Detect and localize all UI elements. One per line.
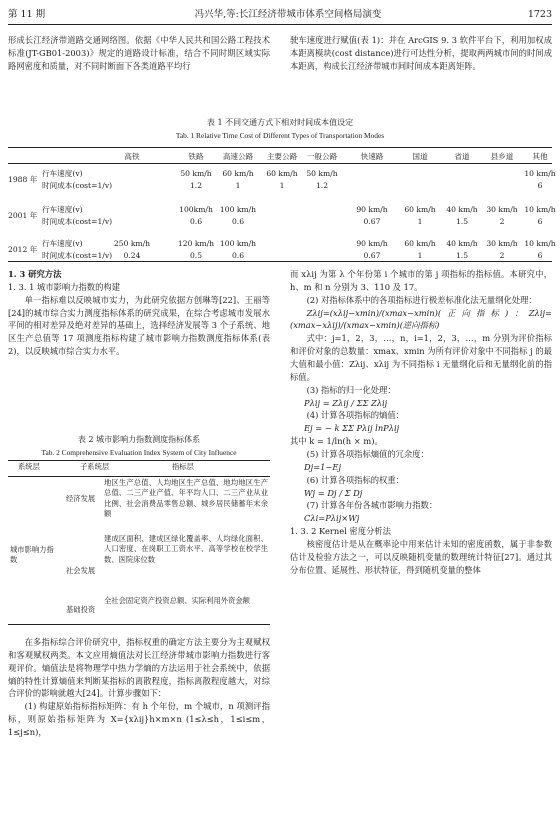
table-1-caption: 表 1 不同交通方式下相对时间成本值设定 — [206, 118, 354, 127]
equation-normalize: Zλij=(xλij−xmin)/(xmax−xmin)(正向指标)：Zλij=(xmax−xλij)/(xmax−xmin)(逆向指标) — [290, 307, 552, 331]
table-2-bottom-rule — [8, 624, 270, 625]
table-1-col-header: 一般公路 — [306, 152, 338, 161]
equation-redundancy: Dj=1−Ej — [304, 461, 342, 472]
table-1-cell: 6 — [537, 181, 543, 190]
right-column — [290, 268, 552, 577]
table-1-cell: 100km/h — [179, 205, 213, 214]
table-1-cell: 1.5 — [455, 217, 469, 226]
method-paragraph-1: 单一指标难以反映城市实力，为此研究依据方创琳等[22]、王丽等[24]的城市综合实力测度指标体系的研究成果，在综合考虑城市发展水平间的相对差异及绝对差异的基础上，选择经济发展等 3 个子系统、地区生产总值等 17 项测度指标构建了城市影响力指数测度指标体系(表 2)，以反映城市综合实力水平。 — [8, 294, 270, 357]
table-1-cell: 50 km/h — [306, 169, 338, 178]
section-1-3-2-heading: 1. 3. 2 Kernel 密度分析法 — [290, 526, 391, 537]
table-1-cell: 1.2 — [189, 181, 203, 190]
table-1-cell: 0.6 — [189, 217, 203, 226]
table-2-system: 城市影响力指数 — [10, 545, 54, 565]
table-1-cell: 100 km/h — [219, 205, 257, 214]
table-1-cell: 0.24 — [123, 251, 141, 260]
table-1-row-label: 行车速度(v) — [42, 205, 83, 214]
table-1-cell: 60 km/h — [266, 169, 298, 178]
intro-left: 形成长江经济带道路交通网络图。依据《中华人民共和国公路工程技术标准(JT-GB01-2003)》规定的道路设计标准，结合不同时期区域实际路网密度和质量，对不同时断面下各类道路平均行 — [8, 35, 270, 71]
table-1-cell: 60 km/h — [404, 239, 436, 248]
equation-weight: Wj = Dj / Σ Dj — [304, 487, 363, 498]
intro-right: 驶车速度进行赋值(表 1)：并在 ArcGIS 9. 3 软件平台下，利用加权成本距离模块(cost distance)进行可达性分析，提取两两城市间的时间成本距离，构成长江经济带城市间时间成本距离矩阵。 — [290, 35, 552, 71]
table-2-ind-invest: 全社会固定资产投资总额、实际利用外资金额 — [104, 596, 250, 605]
method-paragraph-2: 在多指标综合评价研究中，指标权重的确定方法主要分为主观赋权和客观赋权两类。本文应用熵值法对长江经济带城市影响力指数进行客观评价。熵值法是将物理学中热力学熵的方法运用于社会系统中，依据熵的特性计算熵值来判断某指标的离散程度，指标离散程度越大，对综合评价的影响就越大[24]。计算步骤如下： — [8, 637, 270, 699]
table-2-head-sub: 子系统层 — [80, 462, 110, 471]
table-1-row-label: 行车速度(v) — [42, 239, 83, 248]
table-1-cell: 6 — [537, 217, 543, 226]
table-1-row-label: 时间成本(cost=1/v) — [42, 251, 113, 260]
table-1-cell: 50 km/h — [180, 169, 212, 178]
table-1-col-header: 县乡道 — [490, 152, 514, 161]
table-2-top-rule — [8, 460, 270, 461]
table-2-ind-social: 建成区面积、建成区绿化覆盖率、人均绿化面积、人口密度、在岗职工工资水平、高等学校在校学生数、医院床位数 — [104, 534, 268, 564]
page-number: 1723 — [527, 9, 552, 20]
table-1-col-header: 高铁 — [124, 152, 140, 161]
table-2-caption-en: Tab. 2 Comprehensive Evaluation Index System of City Influence — [41, 448, 237, 457]
table-1-cell: 10 km/h — [524, 169, 556, 178]
section-1-3-heading: 1. 3 研究方法 — [8, 269, 62, 279]
table-1-cell: 120 km/h — [177, 239, 215, 248]
table-1-cell: 40 km/h — [446, 205, 478, 214]
table-1-cell: 90 km/h — [356, 239, 388, 248]
table-1-cell: 90 km/h — [356, 205, 388, 214]
table-2-caption: 表 2 城市影响力指数测度指标体系 — [77, 435, 201, 444]
table-1-cell: 30 km/h — [486, 239, 518, 248]
table-1-row-label: 行车速度(v) — [42, 169, 83, 178]
table-1-cell: 1.5 — [455, 251, 469, 260]
step-6: (6) 计算各项指标的权重： — [306, 474, 404, 485]
kernel-paragraph: 核密度估计是从在概率论中用来估计未知的密度函数，属于非参数估计及检验方法之一，可以反映随机变量的数理统计特征[27]。通过其分布位置、延展性、形状特征，得到随机变量的整体 — [290, 539, 552, 575]
table-1-col-header: 快速路 — [360, 152, 384, 161]
table-1-cell: 60 km/h — [222, 169, 254, 178]
table-1-top-rule — [8, 147, 552, 148]
running-header — [8, 8, 552, 22]
step-7: (7) 计算各年份各城市影响力指数： — [306, 500, 438, 511]
step-2: (2) 对指标体系中的各项指标进行极差标准化法无量纲化处理： — [306, 294, 537, 305]
table-2-head-rule — [8, 476, 270, 477]
table-1-cell: 1 — [417, 217, 423, 226]
table-1-caption-en: Tab. 1 Relative Time Cost of Different Types of Transportation Modes — [175, 131, 385, 140]
table-1-cell: 10 km/h — [524, 239, 556, 248]
table-2-sub-social: 社会发展 — [66, 566, 96, 575]
table-1-cell: 30 km/h — [486, 205, 518, 214]
table-2-sub-invest: 基础投资 — [66, 605, 96, 614]
table-1-cell: 0.67 — [363, 251, 381, 260]
k-definition: 其中 k = 1/ln(h × m)。 — [290, 436, 383, 447]
left-column-lower — [8, 636, 270, 739]
table-1-row-label: 时间成本(cost=1/v) — [42, 217, 113, 226]
table-2-sub-economy: 经济发展 — [66, 494, 96, 503]
table-1-cell: 0.6 — [231, 217, 245, 226]
table-1-col-header: 主要公路 — [266, 152, 298, 161]
table-1-year: 2001 年 — [8, 211, 38, 220]
table-2-head-indicator: 指标层 — [172, 462, 194, 471]
table-1-year: 1988 年 — [8, 175, 38, 184]
step-4: (4) 计算各项指标的熵值： — [306, 410, 404, 421]
table-1-cell: 6 — [537, 251, 543, 260]
section-1-3-1-heading: 1. 3. 1 城市影响力指数的构建 — [8, 281, 120, 292]
table-1-cell: 1 — [235, 181, 241, 190]
table-1-col-header: 国道 — [412, 152, 428, 161]
step-1: (1) 构建原始指标指标矩阵：有 h 个年份，m 个城市，n 项测评指标，则原始指标矩阵为 X={xλij}h×m×n (1≤λ≤h，1≤i≤m，1≤j≤n)， — [8, 701, 270, 738]
table-1-cell: 0.6 — [231, 251, 245, 260]
table-1-col-header: 铁路 — [188, 152, 204, 161]
header-rule — [8, 24, 552, 25]
table-1-row-label: 时间成本(cost=1/v) — [42, 181, 113, 190]
table-1-cell: 10 km/h — [524, 205, 556, 214]
left-column — [8, 268, 270, 358]
right-paragraph-1: 而 xλij 为第 λ 个年份第 i 个城市的第 j 项指标的指标值。本研究中，h、m 和 n 分别为 3、110 及 17。 — [290, 269, 552, 292]
equation-notes: 式中：j=1，2，3，…，n，i=1，2，3，…，m 分别为评价指标和评价对象的总数量：xmax、xmin 为所有评价对象中不同指标 j 的最大值和最小值：Zλij、xλij 为不同指标 i 无量纲化后和无量纲化前的指标值。 — [290, 333, 552, 382]
table-1-cell: 2 — [499, 217, 505, 226]
table-1-cell: 1 — [417, 251, 423, 260]
table-2-head-system: 系统层 — [18, 462, 40, 471]
step-5: (5) 计算各项指标熵值的冗余度： — [306, 449, 429, 460]
table-1-cell: 1 — [279, 181, 285, 190]
equation-normalize-sum: Pλij = Zλij / ΣΣ Zλij — [304, 397, 388, 408]
table-1-cell: 0.67 — [363, 217, 381, 226]
running-title: 冯兴华,等:长江经济带城市体系空间格局演变 — [194, 9, 382, 20]
table-1-col-header: 高速公路 — [222, 152, 254, 161]
step-3: (3) 指标的归一化处理： — [306, 384, 396, 395]
table-1-cell: 100 km/h — [219, 239, 257, 248]
table-2-ind-economy: 地区生产总值、人均地区生产总值、地均地区生产总值、二三产业产值、年平均人口、二三产业从业比例、社会消费品零售总额、城乡居民储蓄年末余额 — [104, 478, 268, 519]
table-1-cell: 2 — [499, 251, 505, 260]
issue-number: 第 11 期 — [8, 9, 46, 20]
table-1-cell: 250 km/h — [113, 239, 151, 248]
table-1-year: 2012 年 — [8, 245, 38, 254]
table-1-col-header: 其他 — [532, 152, 548, 161]
equation-influence: Cλi=Pλij×Wj — [304, 513, 360, 524]
table-1-cell: 60 km/h — [404, 205, 436, 214]
table-1-head-rule — [8, 163, 552, 164]
table-1-cell: 1.2 — [315, 181, 329, 190]
table-1-cell: 0.5 — [189, 251, 203, 260]
table-1-cell: 40 km/h — [446, 239, 478, 248]
table-1-col-header: 省道 — [454, 152, 470, 161]
equation-entropy: Ej = − k ΣΣ Pλij lnPλij — [304, 423, 400, 434]
